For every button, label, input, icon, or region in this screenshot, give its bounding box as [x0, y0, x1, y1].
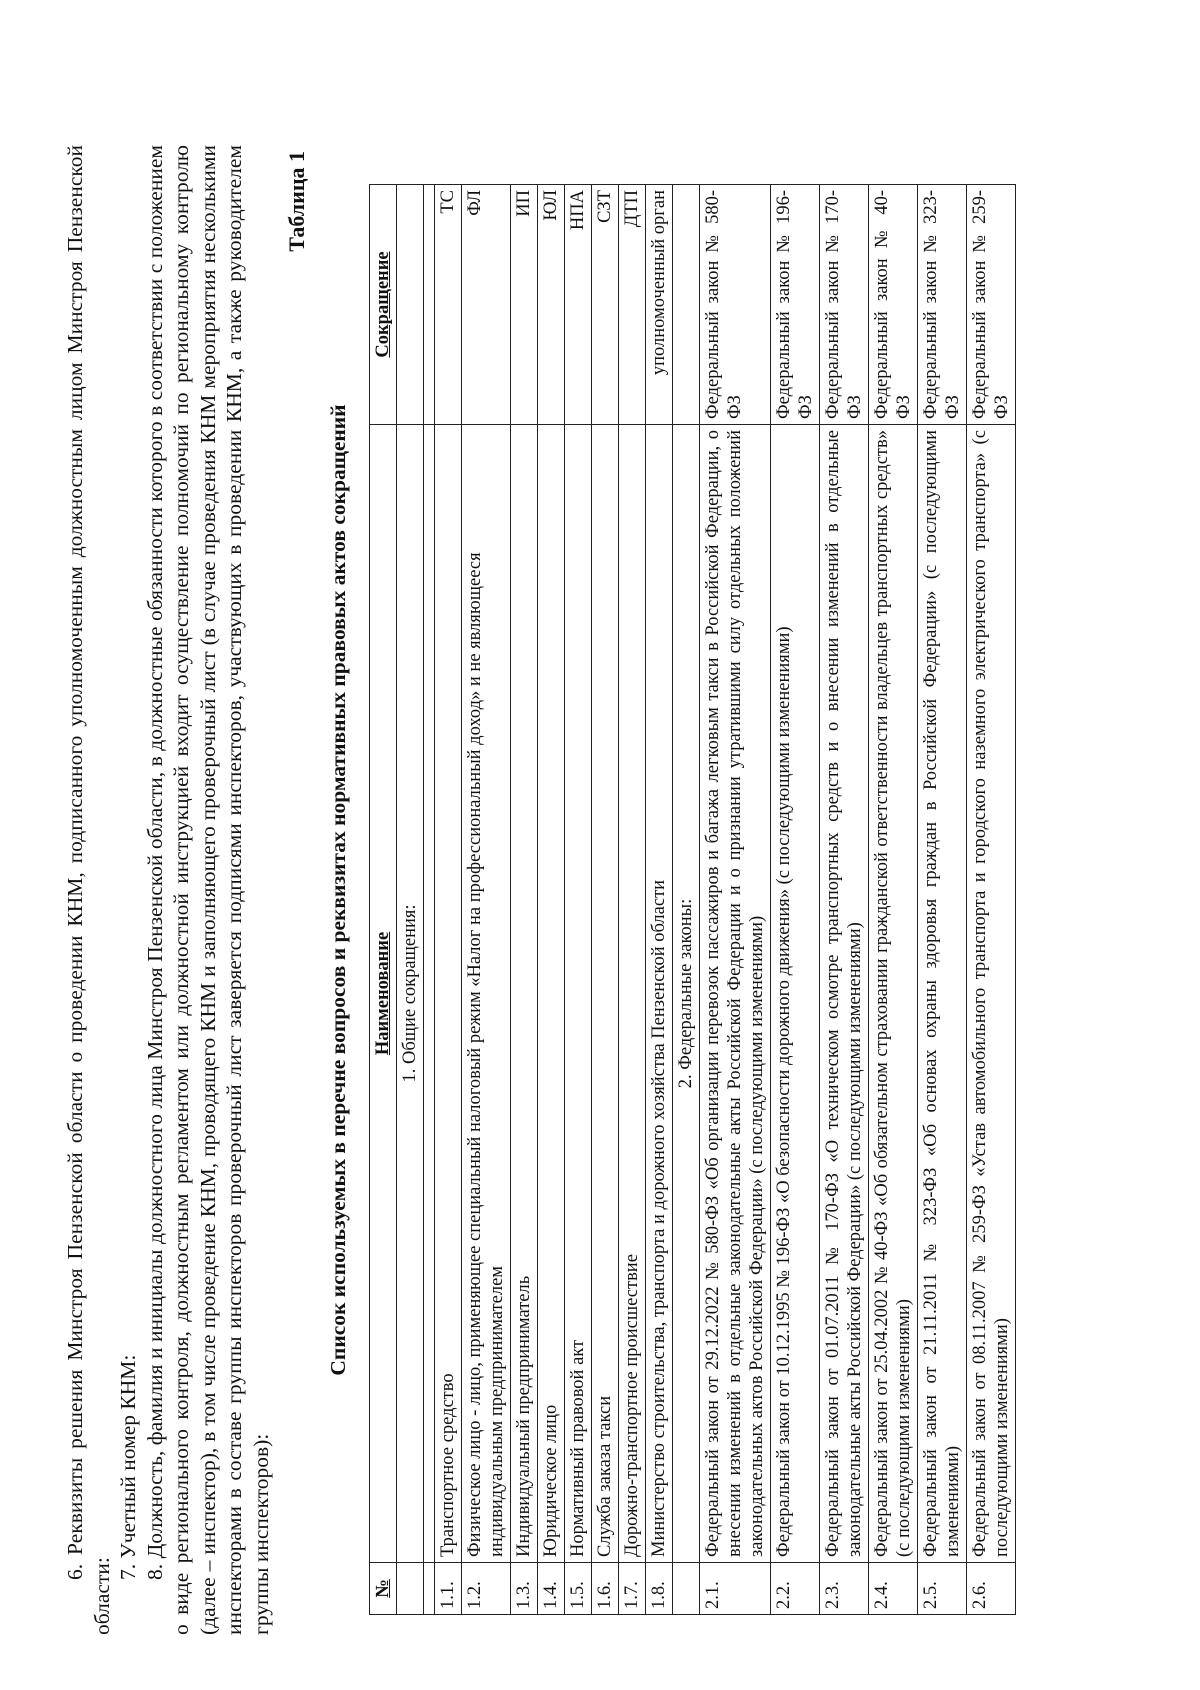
table-row — [462, 185, 511, 1615]
row-name: Транспортное средство — [435, 425, 462, 1563]
spacer-cell — [424, 1563, 435, 1615]
table-row — [538, 185, 565, 1615]
row-abbreviation: Федеральный закон № 259-ФЗ — [967, 185, 1016, 425]
table-row — [646, 185, 673, 1615]
section-title: 1. Общие сокращения: — [397, 425, 424, 1563]
table-row — [918, 185, 967, 1615]
document-content — [62, 145, 1016, 1635]
row-abbreviation: ФЛ — [462, 185, 511, 425]
row-abbreviation: НПА — [565, 185, 592, 425]
section-title: 2. Федеральные законы: — [673, 425, 700, 1563]
table-label: Таблица 1 — [284, 151, 309, 252]
section-abbreviation-cell — [397, 185, 424, 425]
row-number: 1.1. — [435, 1563, 462, 1615]
section-number-cell — [397, 1563, 424, 1615]
row-number: 2.3. — [820, 1563, 869, 1615]
paragraph-6: 6. Реквизиты решения Минстроя Пензенской области о проведении КНМ, подписанного уполномоченным должностным лицом Минстроя Пензенской области: — [63, 145, 114, 1635]
paragraph-7: 7. Учетный номер КНМ: — [116, 1354, 140, 1580]
row-name: Дорожно-транспортное происшествие — [619, 425, 646, 1563]
row-number: 1.7. — [619, 1563, 646, 1615]
row-name: Нормативный правовой акт — [565, 425, 592, 1563]
table-row — [700, 185, 771, 1615]
row-number: 2.2. — [771, 1563, 820, 1615]
row-number: 2.4. — [869, 1563, 918, 1615]
row-name: Индивидуальный предприниматель — [511, 425, 538, 1563]
header-name: Наименование — [370, 425, 397, 1563]
table-header-row — [370, 185, 397, 1615]
table-body — [397, 185, 1016, 1615]
paragraph-8: 8. Должность, фамилия и инициалы должностного лица Минстроя Пензенской области, в должностные обязанности которого в соответствии с положением о виде регионального контроля, должностным регламентом или должностной инструкцией входит осуществление полномочий по региональному контролю (далее – инспектор), в том числе проведение КНМ, проводящего КНМ и заполняющего проверочный лист (в случае проведения КНМ мероприятия несколькими инспекторами в составе группы инспекторов проверочный лист заверяется подписями инспекторов, участвующих в проведении КНМ, а также руководителем группы инспекторов): — [142, 145, 273, 1635]
row-name: Федеральный закон от 01.07.2011 № 170-ФЗ «О техническом осмотре транспортных средств и о внесении изменений в отдельные законодательные акты Российской Федерации» (с последующими изменениями) — [820, 425, 869, 1563]
abbreviations-table — [369, 184, 1016, 1615]
row-number: 1.6. — [592, 1563, 619, 1615]
row-abbreviation: СЗТ — [592, 185, 619, 425]
row-number: 1.4. — [538, 1563, 565, 1615]
table-row — [435, 185, 462, 1615]
row-name: Министерство строительства, транспорта и дорожного хозяйства Пензенской области — [646, 425, 673, 1563]
row-name: Федеральный закон от 25.04.2002 № 40-ФЗ «Об обязательном страховании гражданской ответственности владельцев транспортных средств» (с последующими изменениями) — [869, 425, 918, 1563]
table-row — [511, 185, 538, 1615]
row-name: Физическое лицо - лицо, применяющее специальный налоговый режим «Налог на профессиональный доход» и не являющееся индивидуальным предпринимателем — [462, 425, 511, 1563]
table-row — [967, 185, 1016, 1615]
spacer-row — [424, 185, 435, 1615]
row-abbreviation: Федеральный закон № 170-ФЗ — [820, 185, 869, 425]
row-name: Федеральный закон от 29.12.2022 № 580-ФЗ «Об организации перевозок пассажиров и багажа легковым такси в Российской Федерации, о внесении изменений в отдельные законодательные акты Российской Федерации и о признании утратившими силу отдельных положений законодательных актов Российской Федерации» (с последующими изменениями) — [700, 425, 771, 1563]
row-name: Юридическое лицо — [538, 425, 565, 1563]
table-row — [565, 185, 592, 1615]
row-abbreviation: уполномоченный орган — [646, 185, 673, 425]
row-abbreviation: ТС — [435, 185, 462, 425]
spacer-cell — [424, 425, 435, 1563]
row-number: 1.5. — [565, 1563, 592, 1615]
row-name: Федеральный закон от 08.11.2007 № 259-ФЗ «Устав автомобильного транспорта и городского наземного электрического транспорта» (с последующими изменениями) — [967, 425, 1016, 1563]
row-number: 1.8. — [646, 1563, 673, 1615]
row-abbreviation: Федеральный закон № 40-ФЗ — [869, 185, 918, 425]
table-title: Список используемых в перечне вопросов и реквизитах нормативных правовых актов сокращений — [326, 404, 350, 1376]
table-row — [592, 185, 619, 1615]
row-abbreviation: ИП — [511, 185, 538, 425]
section-number-cell — [673, 1563, 700, 1615]
row-abbreviation: Федеральный закон № 580-ФЗ — [700, 185, 771, 425]
row-abbreviation: ДТП — [619, 185, 646, 425]
table-row — [619, 185, 646, 1615]
row-abbreviation: Федеральный закон № 196-ФЗ — [771, 185, 820, 425]
row-number: 2.5. — [918, 1563, 967, 1615]
section-row — [673, 185, 700, 1615]
spacer-cell — [424, 185, 435, 425]
row-number: 1.3. — [511, 1563, 538, 1615]
table-row — [771, 185, 820, 1615]
intro-section — [62, 145, 274, 1635]
table-row — [869, 185, 918, 1615]
header-number: № — [370, 1563, 397, 1615]
row-name: Федеральный закон от 21.11.2011 № 323-ФЗ «Об основах охраны здоровья граждан в Российской Федерации» (с последующими изменениями) — [918, 425, 967, 1563]
row-name: Федеральный закон от 10.12.1995 № 196-ФЗ «О безопасности дорожного движения» (с последующими изменениями) — [771, 425, 820, 1563]
table-row — [820, 185, 869, 1615]
row-abbreviation: Федеральный закон № 323-ФЗ — [918, 185, 967, 425]
header-abbreviation: Сокращение — [370, 185, 397, 425]
row-number: 2.6. — [967, 1563, 1016, 1615]
row-number: 1.2. — [462, 1563, 511, 1615]
section-abbreviation-cell — [673, 185, 700, 425]
row-number: 2.1. — [700, 1563, 771, 1615]
row-name: Служба заказа такси — [592, 425, 619, 1563]
section-row — [397, 185, 424, 1615]
row-abbreviation: ЮЛ — [538, 185, 565, 425]
